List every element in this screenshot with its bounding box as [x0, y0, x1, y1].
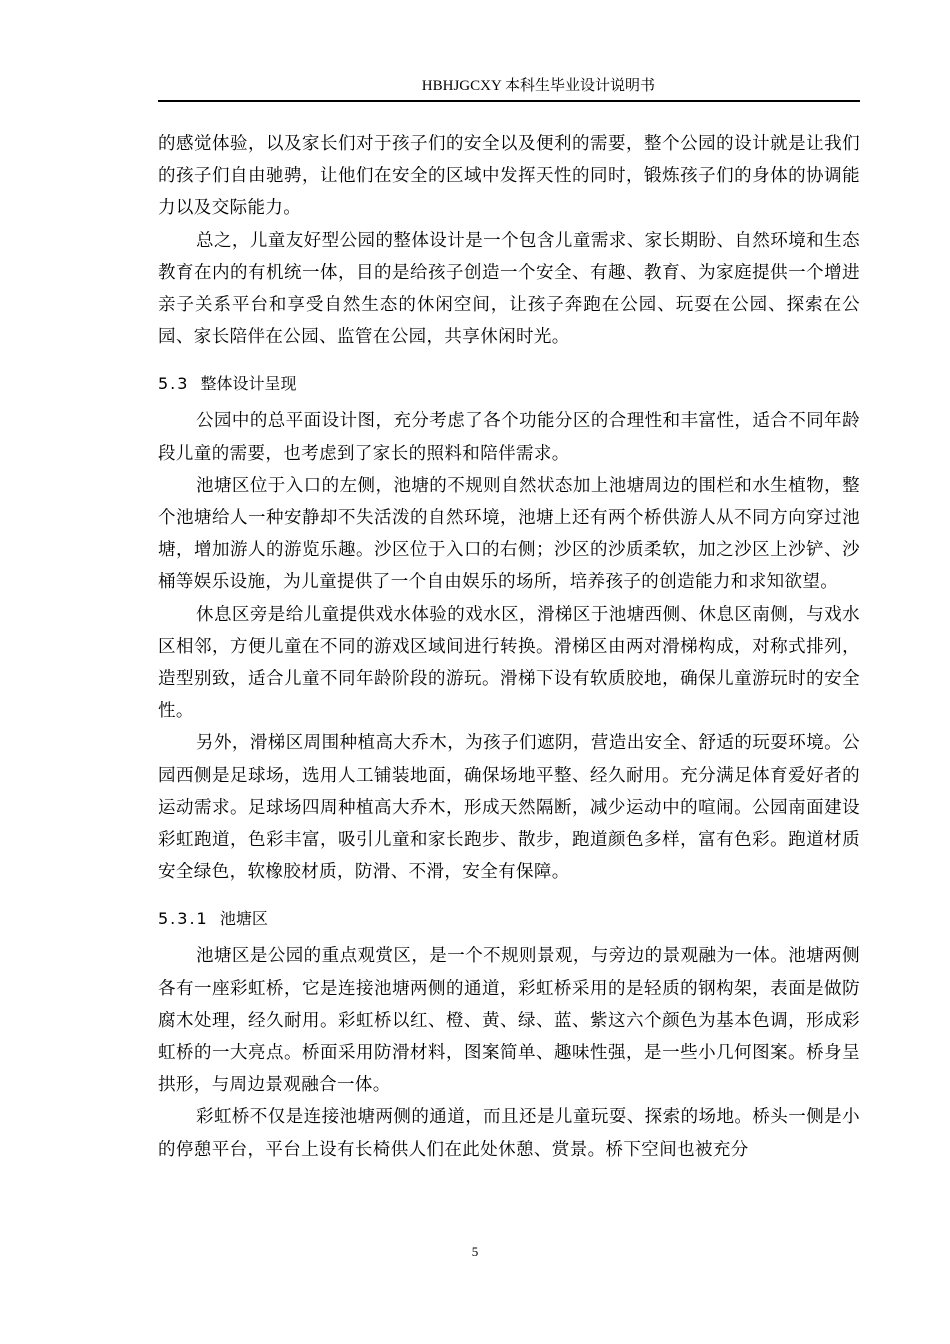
header-title: HBHJGCXY 本科生毕业设计说明书: [421, 78, 655, 94]
section-number: 5.3: [158, 374, 190, 394]
paragraph: 池塘区位于入口的左侧，池塘的不规则自然状态加上池塘周边的围栏和水生植物，整个池塘给人一种安静却不失活泼的自然环境，池塘上还有两个桥供游人从不同方向穿过池塘，增加游人的游览乐趣。沙区位于入口的右侧；沙区的沙质柔软，加之沙区上沙铲、沙桶等娱乐设施，为儿童提供了一个自由娱乐的场所，培养孩子的创造能力和求知欲望。: [158, 475, 860, 593]
section-title: 整体设计呈现: [200, 374, 297, 394]
section-number: 5.3.1: [158, 909, 209, 929]
paragraph: 另外，滑梯区周围种植高大乔木，为孩子们遮阴，营造出安全、舒适的玩耍环境。公园西侧是足球场，选用人工铺装地面，确保场地平整、经久耐用。充分满足体育爱好者的运动需求。足球场四周种植高大乔木，形成天然隔断，减少运动中的喧闹。公园南面建设彩虹跑道，色彩丰富，吸引儿童和家长跑步、散步，跑道颜色多样，富有色彩。跑道材质安全绿色，软橡胶材质，防滑、不滑，安全有保障。: [158, 733, 860, 883]
section-title: 池塘区: [219, 909, 268, 929]
paragraph: 公园中的总平面设计图，充分考虑了各个功能分区的合理性和丰富性，适合不同年龄段儿童的需要，也考虑到了家长的照料和陪伴需求。: [158, 411, 860, 464]
section-heading-5-3-1: [158, 908, 860, 930]
paragraph: 总之，儿童友好型公园的整体设计是一个包含儿童需求、家长期盼、自然环境和生态教育在内的有机统一体，目的是给孩子创造一个安全、有趣、教育、为家庭提供一个增进亲子关系平台和享受自然生态的休闲空间，让孩子奔跑在公园、玩耍在公园、探索在公园、家长陪伴在公园、监管在公园，共享休闲时光。: [158, 230, 860, 348]
document-body: [158, 128, 860, 1166]
section-heading-5-3: [158, 373, 860, 395]
paragraph: 的感觉体验，以及家长们对于孩子们的安全以及便利的需要，整个公园的设计就是让我们的孩子们自由驰骋，让他们在安全的区域中发挥天性的同时，锻炼孩子们的身体的协调能力以及交际能力。: [158, 134, 860, 219]
page-number: 5: [471, 1244, 479, 1259]
paragraph: 彩虹桥不仅是连接池塘两侧的通道，而且还是儿童玩耍、探索的场地。桥头一侧是小的停憩平台，平台上设有长椅供人们在此处休憩、赏景。桥下空间也被充分: [158, 1107, 860, 1160]
paragraph: 休息区旁是给儿童提供戏水体验的戏水区，滑梯区于池塘西侧、休息区南侧，与戏水区相邻，方便儿童在不同的游戏区域间进行转换。滑梯区由两对滑梯构成，对称式排列，造型别致，适合儿童不同年龄阶段的游玩。滑梯下设有软质胶地，确保儿童游玩时的安全性。: [158, 604, 860, 722]
paragraph: 池塘区是公园的重点观赏区，是一个不规则景观，与旁边的景观融为一体。池塘两侧各有一座彩虹桥，它是连接池塘两侧的通道，彩虹桥采用的是轻质的钢构架，表面是做防腐木处理，经久耐用。彩虹桥以红、橙、黄、绿、蓝、紫这六个颜色为基本色调，形成彩虹桥的一大亮点。桥面采用防滑材料，图案简单、趣味性强，是一些小几何图案。桥身呈拱形，与周边景观融合一体。: [158, 946, 860, 1096]
page-header: [158, 72, 860, 102]
